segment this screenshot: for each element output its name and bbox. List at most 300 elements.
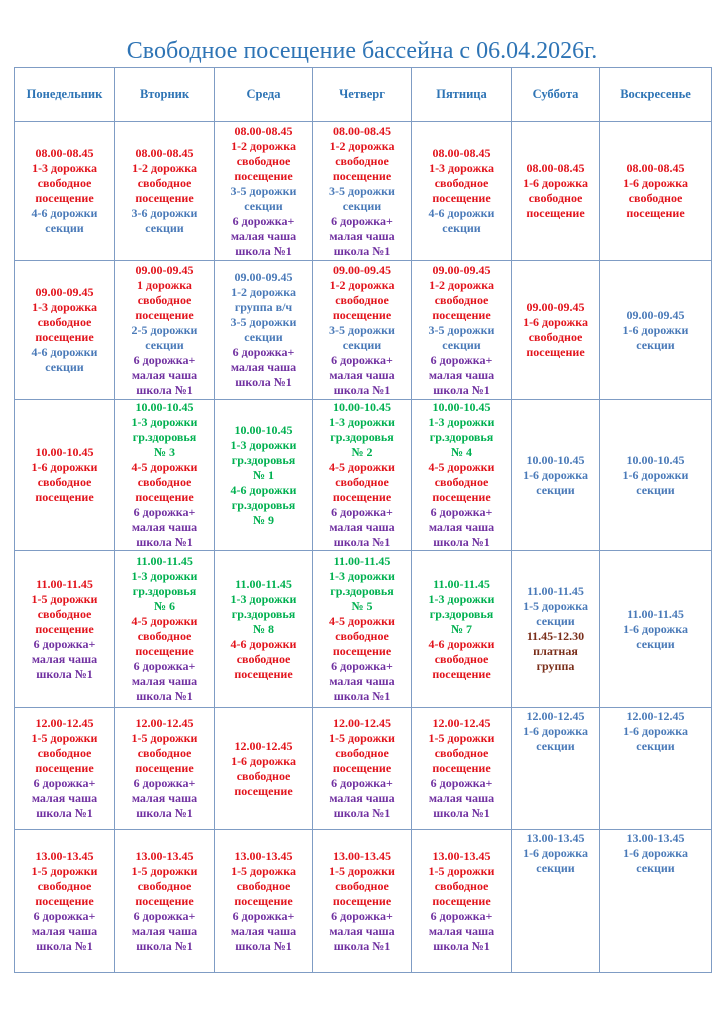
slot-block (414, 909, 509, 954)
slot-text: посещение (526, 206, 585, 220)
slot-block (217, 423, 310, 528)
schedule-cell (313, 830, 412, 973)
slot-block (117, 263, 212, 323)
slot-text: свободное (236, 153, 291, 168)
slot-block (315, 263, 409, 323)
slot-block (117, 353, 212, 398)
slot-text: свободное (335, 746, 389, 760)
schedule-cell (215, 400, 313, 551)
slot-text: 6 дорожка+ (430, 352, 493, 367)
slot-text: школа №1 (433, 535, 490, 549)
slot-text: школа №1 (136, 689, 193, 703)
slot-text: свободное (335, 629, 389, 643)
slot-text: 1-3 дорожки (329, 415, 395, 429)
schedule-cell (215, 261, 313, 400)
slot-text: посещение (332, 307, 392, 322)
slot-text: малая чаша (329, 520, 395, 534)
slot-block (315, 849, 409, 909)
slot-text: свободное (335, 153, 389, 168)
slot-block (514, 831, 597, 876)
slot-block (315, 909, 409, 954)
slot-text: 6 дорожка+ (133, 776, 196, 790)
slot-text: 6 дорожка+ (331, 505, 393, 519)
slot-text: 1-6 дорожка (623, 724, 688, 738)
slot-text: школа №1 (333, 689, 391, 703)
slot-text: посещение (234, 783, 293, 798)
slot-text: 11.00-11.45 (36, 576, 93, 591)
slot-text: школа №1 (136, 938, 193, 953)
slot-text: 1-3 дорожки (230, 437, 297, 452)
slot-text: секции (145, 221, 184, 235)
slot-text: посещение (332, 490, 392, 504)
slot-text: малая чаша (329, 674, 395, 688)
slot-text: 11.45-12.30 (526, 629, 585, 643)
slot-block (315, 214, 409, 259)
slot-text: № 1 (252, 467, 275, 482)
slot-block (514, 300, 597, 360)
schedule-cell (600, 400, 712, 551)
slot-text: 6 дорожка+ (33, 636, 96, 651)
slot-text: № 9 (252, 512, 275, 527)
slot-text: свободное (335, 475, 389, 489)
slot-text: малая чаша (428, 367, 495, 382)
slot-text: секции (536, 861, 575, 875)
slot-text: посещение (626, 206, 685, 220)
slot-text: школа №1 (333, 535, 391, 549)
slot-text: секции (636, 636, 675, 651)
slot-block (117, 505, 212, 550)
slot-block (315, 323, 409, 353)
slot-text: 3-5 дорожки (329, 322, 395, 337)
day-header: Суббота (512, 68, 600, 122)
schedule-cell (512, 708, 600, 830)
slot-text: гр.здоровья (231, 497, 296, 512)
schedule-cell (313, 261, 412, 400)
slot-text: группа в/ч (234, 300, 293, 314)
slot-block (217, 345, 310, 390)
slot-block (217, 270, 310, 345)
slot-text: посещение (135, 490, 194, 504)
slot-text: 6 дорожка+ (430, 776, 493, 790)
slot-text: № 3 (153, 445, 176, 459)
slot-block (117, 460, 212, 505)
schedule-cell (115, 708, 215, 830)
slot-text: 6 дорожка+ (331, 776, 393, 790)
slot-block (117, 716, 212, 776)
slot-text: школа №1 (433, 806, 490, 820)
slot-text: 12.00-12.45 (35, 716, 94, 730)
slot-block (217, 849, 310, 909)
slot-text: 12.00-12.45 (135, 716, 194, 730)
schedule-cell (313, 708, 412, 830)
slot-block (117, 400, 212, 460)
schedule-cell (412, 708, 512, 830)
slot-text: 11.00-11.45 (527, 584, 584, 598)
schedule-cell (15, 400, 115, 551)
schedule-table (14, 67, 712, 973)
slot-text: 1-2 дорожка (429, 277, 494, 292)
slot-block (514, 709, 597, 754)
slot-text: секции (442, 221, 481, 235)
slot-block (414, 505, 509, 550)
slot-text: 1-2 дорожка (329, 277, 395, 292)
slot-text: 1-5 дорожки (329, 731, 395, 745)
slot-text: 4-5 дорожки (329, 614, 395, 628)
slot-block (414, 353, 509, 398)
slot-block (217, 739, 310, 799)
slot-text: посещение (234, 666, 293, 681)
header-row (15, 68, 712, 122)
slot-text: 13.00-13.45 (35, 848, 94, 863)
schedule-body (15, 122, 712, 973)
slot-text: школа №1 (136, 806, 193, 820)
slot-text: 13.00-13.45 (626, 831, 685, 845)
slot-text: малая чаша (131, 520, 198, 534)
slot-text: 11.00-11.45 (627, 606, 684, 621)
slot-block (17, 285, 112, 345)
slot-text: 6 дорожка+ (232, 345, 295, 359)
slot-text: 1-5 дорожка (231, 863, 296, 878)
slot-text: посещение (432, 666, 491, 681)
slot-text: гр.здоровья (231, 606, 296, 621)
slot-text: секции (244, 198, 283, 213)
slot-text: 3-6 дорожки (131, 206, 198, 220)
slot-text: посещение (332, 168, 392, 183)
slot-text: № 4 (450, 445, 473, 459)
slot-text: 10.00-10.45 (135, 400, 194, 414)
slot-text: свободное (137, 176, 192, 190)
slot-text: малая чаша (131, 923, 198, 938)
slot-text: посещение (332, 893, 392, 908)
schedule-cell (512, 261, 600, 400)
slot-block (315, 614, 409, 659)
schedule-cell (512, 122, 600, 261)
slot-text: 13.00-13.45 (333, 848, 391, 863)
slot-text: свободное (37, 475, 92, 489)
schedule-cell (313, 551, 412, 708)
slot-block (514, 161, 597, 221)
slot-text: 09.00-09.45 (526, 300, 585, 314)
slot-text: 13.00-13.45 (135, 848, 194, 863)
slot-text: 6 дорожка+ (133, 908, 196, 923)
slot-text: 4-6 дорожки (31, 206, 98, 220)
slot-text: малая чаша (31, 651, 98, 666)
slot-text: посещение (135, 893, 194, 908)
slot-text: свободное (137, 475, 192, 489)
slot-block (602, 709, 709, 754)
slot-text: 3-5 дорожки (230, 315, 297, 329)
slot-block (217, 909, 310, 954)
time-slot-row (15, 261, 712, 400)
slot-block (217, 184, 310, 214)
slot-block (315, 554, 409, 614)
slot-block (17, 637, 112, 682)
slot-text: 4-6 дорожки (428, 206, 495, 220)
slot-block (17, 909, 112, 954)
slot-text: посещение (234, 893, 293, 908)
slot-text: 10.00-10.45 (35, 445, 94, 459)
slot-text: свободное (335, 292, 389, 307)
slot-text: секции (536, 614, 575, 628)
slot-text: малая чаша (230, 228, 297, 243)
slot-block (315, 460, 409, 505)
slot-text: 1-3 дорожки (428, 591, 495, 606)
slot-block (117, 206, 212, 236)
slot-block (315, 505, 409, 550)
slot-text: 4-6 дорожки (230, 482, 297, 497)
slot-text: секции (442, 337, 481, 352)
slot-text: школа №1 (136, 382, 193, 397)
slot-block (602, 453, 709, 498)
slot-text: 08.00-08.45 (526, 161, 585, 175)
slot-text: 1-3 дорожки (329, 569, 395, 583)
slot-text: свободное (137, 746, 192, 760)
slot-text: школа №1 (136, 535, 193, 549)
slot-text: свободное (37, 746, 92, 760)
slot-text: свободное (137, 292, 192, 307)
slot-block (217, 577, 310, 637)
slot-text: малая чаша (131, 367, 198, 382)
slot-text: 08.00-08.45 (35, 146, 94, 160)
slot-text: школа №1 (333, 938, 391, 953)
schedule-cell (215, 551, 313, 708)
slot-text: гр.здоровья (231, 452, 296, 467)
slot-text: 1-5 дорожки (428, 863, 495, 878)
slot-text: секции (244, 330, 283, 344)
time-slot-row (15, 830, 712, 973)
slot-block (117, 554, 212, 614)
slot-text: 6 дорожка+ (33, 908, 96, 923)
slot-text: школа №1 (235, 375, 292, 389)
schedule-cell (115, 122, 215, 261)
slot-text: 1-5 дорожки (31, 591, 98, 606)
slot-text: 11.00-11.45 (333, 554, 391, 568)
slot-text: 12.00-12.45 (234, 738, 293, 753)
slot-block (17, 776, 112, 821)
slot-block (217, 637, 310, 682)
slot-text: свободное (434, 878, 489, 893)
slot-text: № 8 (252, 621, 275, 636)
slot-text: 08.00-08.45 (234, 123, 293, 138)
slot-block (315, 184, 409, 214)
slot-text: свободное (528, 191, 583, 205)
slot-text: 1-6 дорожка (523, 846, 588, 860)
slot-text: свободное (137, 878, 192, 893)
slot-text: посещение (234, 168, 293, 183)
slot-text: 11.00-11.45 (235, 576, 292, 591)
slot-text: гр.здоровья (429, 430, 494, 444)
slot-text: 4-6 дорожки (428, 636, 495, 651)
schedule-cell (15, 708, 115, 830)
slot-text: 6 дорожка+ (232, 213, 295, 228)
slot-text: посещение (135, 307, 194, 322)
slot-text: 1-5 дорожки (131, 863, 198, 878)
slot-text: 13.00-13.45 (234, 848, 293, 863)
slot-text: 1-6 дорожка (623, 846, 688, 860)
slot-text: № 2 (351, 445, 373, 459)
slot-text: 1-5 дорожки (31, 731, 98, 745)
day-header: Пятница (412, 68, 512, 122)
slot-text: секции (636, 861, 675, 875)
slot-text: секции (636, 739, 675, 753)
slot-text: гр.здоровья (330, 584, 394, 598)
slot-block (117, 323, 212, 353)
slot-text: 3-5 дорожки (230, 183, 297, 198)
schedule-cell (115, 261, 215, 400)
slot-block (17, 345, 112, 375)
slot-text: малая чаша (131, 791, 198, 805)
slot-text: посещение (332, 761, 392, 775)
slot-text: малая чаша (428, 791, 495, 805)
schedule-cell (512, 830, 600, 973)
slot-text: 08.00-08.45 (135, 146, 194, 160)
slot-text: 1-3 дорожки (131, 415, 198, 429)
schedule-cell (412, 400, 512, 551)
slot-text: 6 дорожка+ (331, 659, 393, 673)
slot-block (414, 146, 509, 206)
slot-text: 4-5 дорожки (131, 614, 198, 628)
slot-text: секции (536, 739, 575, 753)
schedule-cell (600, 122, 712, 261)
slot-text: свободное (137, 629, 192, 643)
slot-block (414, 637, 509, 682)
slot-text: секции (45, 360, 84, 374)
slot-text: 6 дорожка+ (232, 908, 295, 923)
slot-text: 12.00-12.45 (333, 716, 391, 730)
slot-text: посещение (35, 490, 94, 504)
slot-text: свободное (335, 878, 389, 893)
slot-text: свободное (434, 746, 489, 760)
slot-block (315, 124, 409, 184)
slot-text: № 5 (351, 599, 373, 613)
slot-text: школа №1 (433, 938, 490, 953)
slot-text: гр.здоровья (132, 584, 197, 598)
slot-text: посещение (432, 307, 491, 322)
slot-text: 13.00-13.45 (432, 848, 491, 863)
slot-text: малая чаша (329, 791, 395, 805)
schedule-cell (412, 551, 512, 708)
slot-text: 1-6 дорожка (523, 467, 588, 482)
slot-text: гр.здоровья (330, 430, 394, 444)
slot-block (315, 716, 409, 776)
slot-block (414, 460, 509, 505)
slot-block (514, 584, 597, 629)
schedule-cell (115, 551, 215, 708)
slot-text: школа №1 (333, 382, 391, 397)
slot-text: № 7 (450, 621, 473, 636)
slot-text: малая чаша (230, 360, 297, 374)
slot-text: свободное (528, 330, 583, 344)
slot-text: 1-6 дорожка (231, 753, 296, 768)
schedule-cell (313, 400, 412, 551)
slot-block (315, 353, 409, 398)
time-slot-row (15, 122, 712, 261)
slot-block (514, 629, 597, 674)
slot-block (602, 308, 709, 353)
schedule-cell (512, 551, 600, 708)
slot-text: 1 дорожка (137, 277, 192, 292)
slot-block (17, 849, 112, 909)
slot-text: 1-5 дорожки (329, 863, 395, 878)
day-header: Воскресенье (600, 68, 712, 122)
slot-text: 6 дорожка+ (331, 352, 393, 367)
slot-block (602, 831, 709, 876)
schedule-cell (412, 261, 512, 400)
schedule-cell (15, 830, 115, 973)
slot-text: секции (342, 337, 382, 352)
slot-text: 1-6 дорожки (622, 322, 689, 337)
slot-text: 1-3 дорожки (131, 569, 198, 583)
slot-text: гр.здоровья (132, 430, 197, 444)
slot-text: 6 дорожка+ (133, 352, 196, 367)
slot-block (117, 909, 212, 954)
schedule-cell (600, 830, 712, 973)
day-header: Вторник (115, 68, 215, 122)
slot-text: 3-5 дорожки (329, 183, 395, 198)
slot-text: 3-5 дорожки (428, 322, 495, 337)
slot-text: 1-2 дорожка (329, 138, 395, 153)
slot-text: 6 дорожка+ (331, 908, 393, 923)
schedule-cell (115, 830, 215, 973)
slot-text: 1-3 дорожки (428, 415, 495, 429)
slot-text: посещение (135, 191, 194, 205)
slot-text: 6 дорожка+ (133, 505, 196, 519)
time-slot-row (15, 400, 712, 551)
slot-text: 13.00-13.45 (526, 831, 585, 845)
slot-text: свободное (37, 315, 92, 329)
slot-block (17, 206, 112, 236)
slot-block (117, 146, 212, 206)
time-slot-row (15, 708, 712, 830)
slot-text: школа №1 (235, 938, 292, 953)
slot-block (217, 124, 310, 184)
slot-block (117, 776, 212, 821)
schedule-cell (15, 122, 115, 261)
schedule-cell (215, 830, 313, 973)
slot-text: 6 дорожка+ (133, 659, 196, 673)
slot-text: 4-6 дорожки (230, 636, 297, 651)
slot-text: 09.00-09.45 (135, 262, 194, 277)
slot-block (17, 577, 112, 637)
slot-text: 1-5 дорожка (523, 599, 588, 613)
slot-text: посещение (135, 644, 194, 658)
slot-text: посещение (526, 345, 585, 359)
slot-text: 09.00-09.45 (333, 262, 391, 277)
slot-block (414, 776, 509, 821)
slot-text: 4-5 дорожки (329, 460, 395, 474)
slot-text: школа №1 (36, 666, 93, 681)
slot-text: секции (45, 221, 84, 235)
slot-block (602, 607, 709, 652)
time-slot-row (15, 551, 712, 708)
slot-text: посещение (432, 490, 491, 504)
schedule-cell (512, 400, 600, 551)
slot-text: гр.здоровья (429, 606, 494, 621)
slot-text: школа №1 (36, 938, 93, 953)
slot-text: свободное (37, 606, 92, 621)
slot-text: свободное (434, 292, 489, 307)
slot-text: 1-5 дорожки (31, 863, 98, 878)
slot-block (414, 206, 509, 236)
slot-block (17, 146, 112, 206)
slot-text: 10.00-10.45 (234, 422, 293, 437)
slot-text: 1-2 дорожка (132, 161, 197, 175)
slot-text: 1-3 дорожки (230, 591, 297, 606)
slot-text: 09.00-09.45 (35, 285, 94, 299)
slot-text: 1-6 дорожки (622, 467, 689, 482)
slot-text: секции (145, 337, 184, 352)
slot-text: свободное (628, 191, 683, 205)
